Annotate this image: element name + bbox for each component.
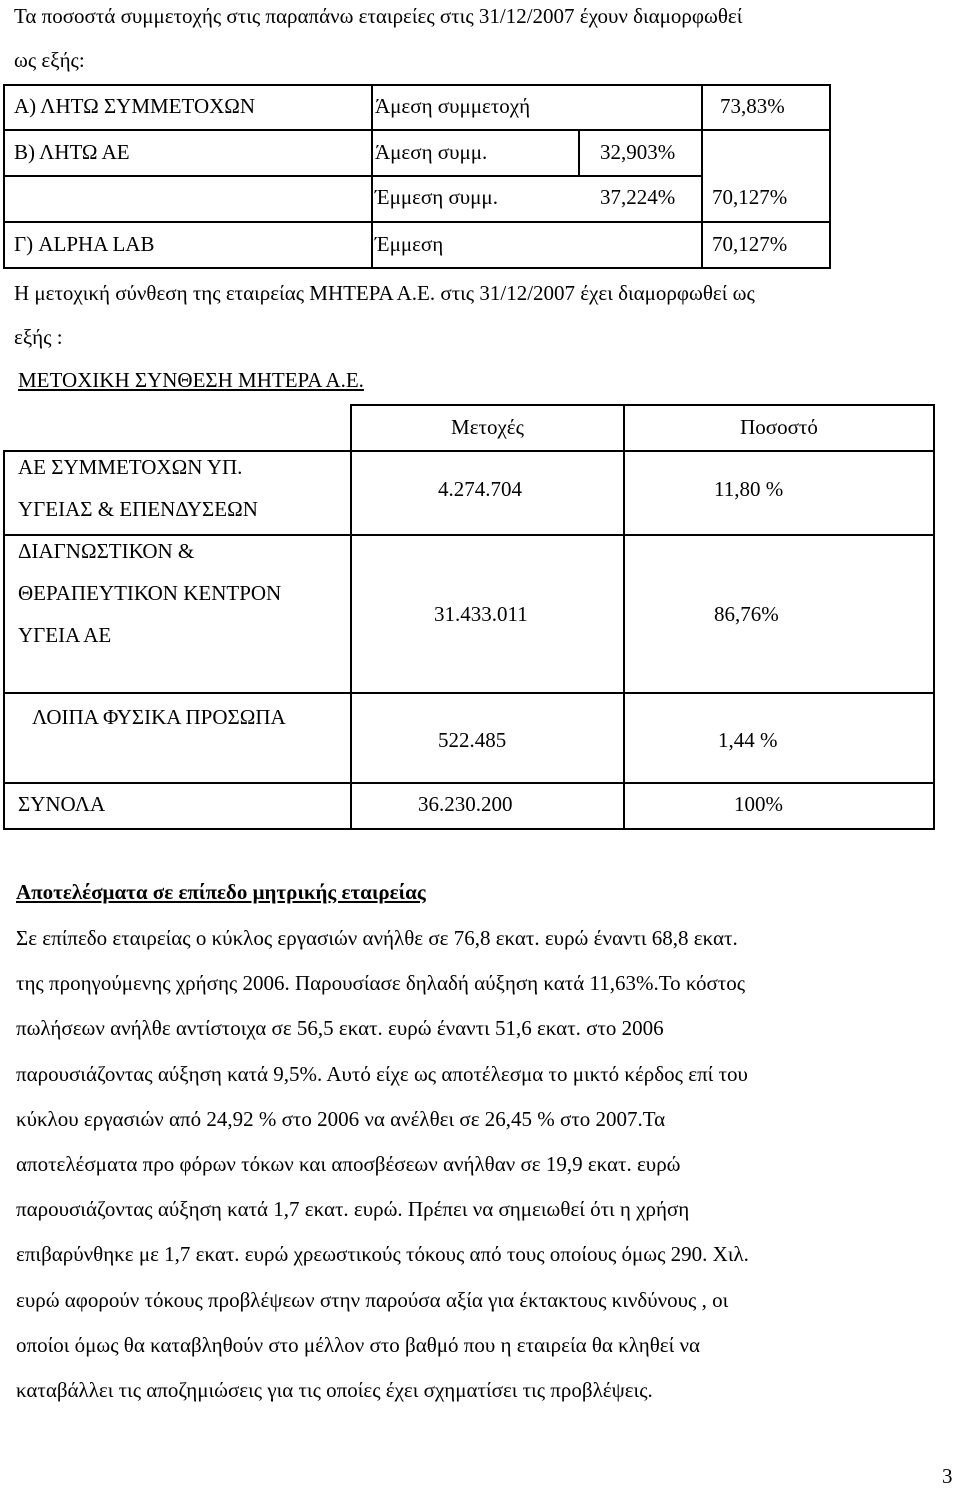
composition-row-percent: 86,76% [714,602,779,626]
composition-row-name: ΥΓΕΙΑΣ & ΕΠΕΝΔΥΣΕΩΝ [18,497,258,521]
composition-intro-line-2: εξής : [14,325,63,349]
composition-row-percent: 100% [734,792,783,816]
results-line: πωλήσεων ανήλθε αντίστοιχα σε 56,5 εκατ. ευρώ έναντι 51,6 εκατ. στο 2006 [16,1016,664,1040]
participation-row-type: Έμμεση συμμ. [375,185,498,209]
composition-row-name: ΔΙΑΓΝΩΣΤΙΚΟΝ & [18,539,195,563]
results-line: της προηγούμενης χρήσης 2006. Παρουσίασε δηλαδή αύξηση κατά 11,63%.Το κόστος [16,971,746,995]
intro-line-2: ως εξής: [14,48,85,72]
participation-row-label: Α) ΛΗΤΩ ΣΥΜΜΕΤΟΧΩΝ [14,94,256,118]
composition-row-shares: 522.485 [438,728,507,752]
composition-row-shares: 36.230.200 [418,792,513,816]
participation-row-type: Έμμεση [375,232,444,256]
results-line: παρουσιάζοντας αύξηση κατά 1,7 εκατ. ευρώ. Πρέπει να σημειωθεί ότι η χρήση [16,1197,690,1221]
composition-row-shares: 4.274.704 [438,477,522,501]
participation-row-pct: 32,903% [600,140,676,164]
participation-row-total: 73,83% [720,94,785,118]
participation-row-type: Άμεση συμμετοχή [375,94,531,118]
composition-row-name: ΘΕΡΑΠΕΥΤΙΚΟΝ ΚΕΝΤΡΟΝ [18,581,282,605]
participation-row-pct: 37,224% [600,185,676,209]
results-line: παρουσιάζοντας αύξηση κατά 9,5%. Αυτό είχε ως αποτέλεσμα το μικτό κέρδος επί του [16,1062,748,1086]
composition-intro-line-1: Η μετοχική σύνθεση της εταιρείας ΜΗΤΕΡΑ Α.Ε. στις 31/12/2007 έχει διαμορφωθεί ως [14,281,755,305]
participation-row-label: Β) ΛΗΤΩ ΑΕ [14,140,130,164]
results-line: Σε επίπεδο εταιρείας ο κύκλος εργασιών ανήλθε σε 76,8 εκατ. ευρώ έναντι 68,8 εκατ. [16,926,738,950]
results-line: κύκλου εργασιών από 24,92 % στο 2006 να ανέλθει σε 26,45 % στο 2007.Τα [16,1107,666,1131]
results-line: ευρώ αφορούν τόκους προβλέψεων στην παρούσα αξία για έκτακτους κινδύνους , οι [16,1288,729,1312]
intro-line-1: Τα ποσοστά συμμετοχής στις παραπάνω εταιρείες στις 31/12/2007 έχουν διαμορφωθεί [14,4,743,28]
participation-row-type: Άμεση συμμ. [375,140,488,164]
participation-row-total: 70,127% [712,232,788,256]
participation-row-total: 70,127% [712,185,788,209]
header-shares: Μετοχές [451,415,524,439]
composition-row-percent: 11,80 % [714,477,784,501]
composition-row-shares: 31.433.011 [434,602,528,626]
composition-row-name: ΣΥΝΟΛΑ [18,792,106,816]
composition-row-name: ΛΟΙΠΑ ΦΥΣΙΚΑ ΠΡΟΣΩΠΑ [32,705,286,729]
composition-row-percent: 1,44 % [718,728,778,752]
results-line: επιβαρύνθηκε με 1,7 εκατ. ευρώ χρεωστικούς τόκους από τους οποίους όμως 290. Χιλ. [16,1242,749,1266]
results-line: αποτελέσματα προ φόρων τόκων και αποσβέσεων ανήλθαν σε 19,9 εκατ. ευρώ [16,1152,681,1176]
results-heading: Αποτελέσματα σε επίπεδο μητρικής εταιρείας [16,880,426,904]
composition-title: ΜΕΤΟΧΙΚΗ ΣΥΝΘΕΣΗ ΜΗΤΕΡΑ Α.Ε. [18,368,364,392]
participation-row-label: Γ) ALPHA LAB [14,232,155,256]
composition-row-name: ΑΕ ΣΥΜΜΕΤΟΧΩΝ ΥΠ. [18,455,243,479]
header-percent: Ποσοστό [740,415,818,439]
results-line: καταβάλλει τις αποζημιώσεις για τις οποίες έχει σχηματίσει τις προβλέψεις. [16,1378,653,1402]
composition-row-name: ΥΓΕΙΑ ΑΕ [18,623,112,647]
page-number: 3 [942,1464,953,1488]
results-line: οποίοι όμως θα καταβληθούν στο μέλλον στο βαθμό που η εταιρεία θα κληθεί να [16,1333,701,1357]
